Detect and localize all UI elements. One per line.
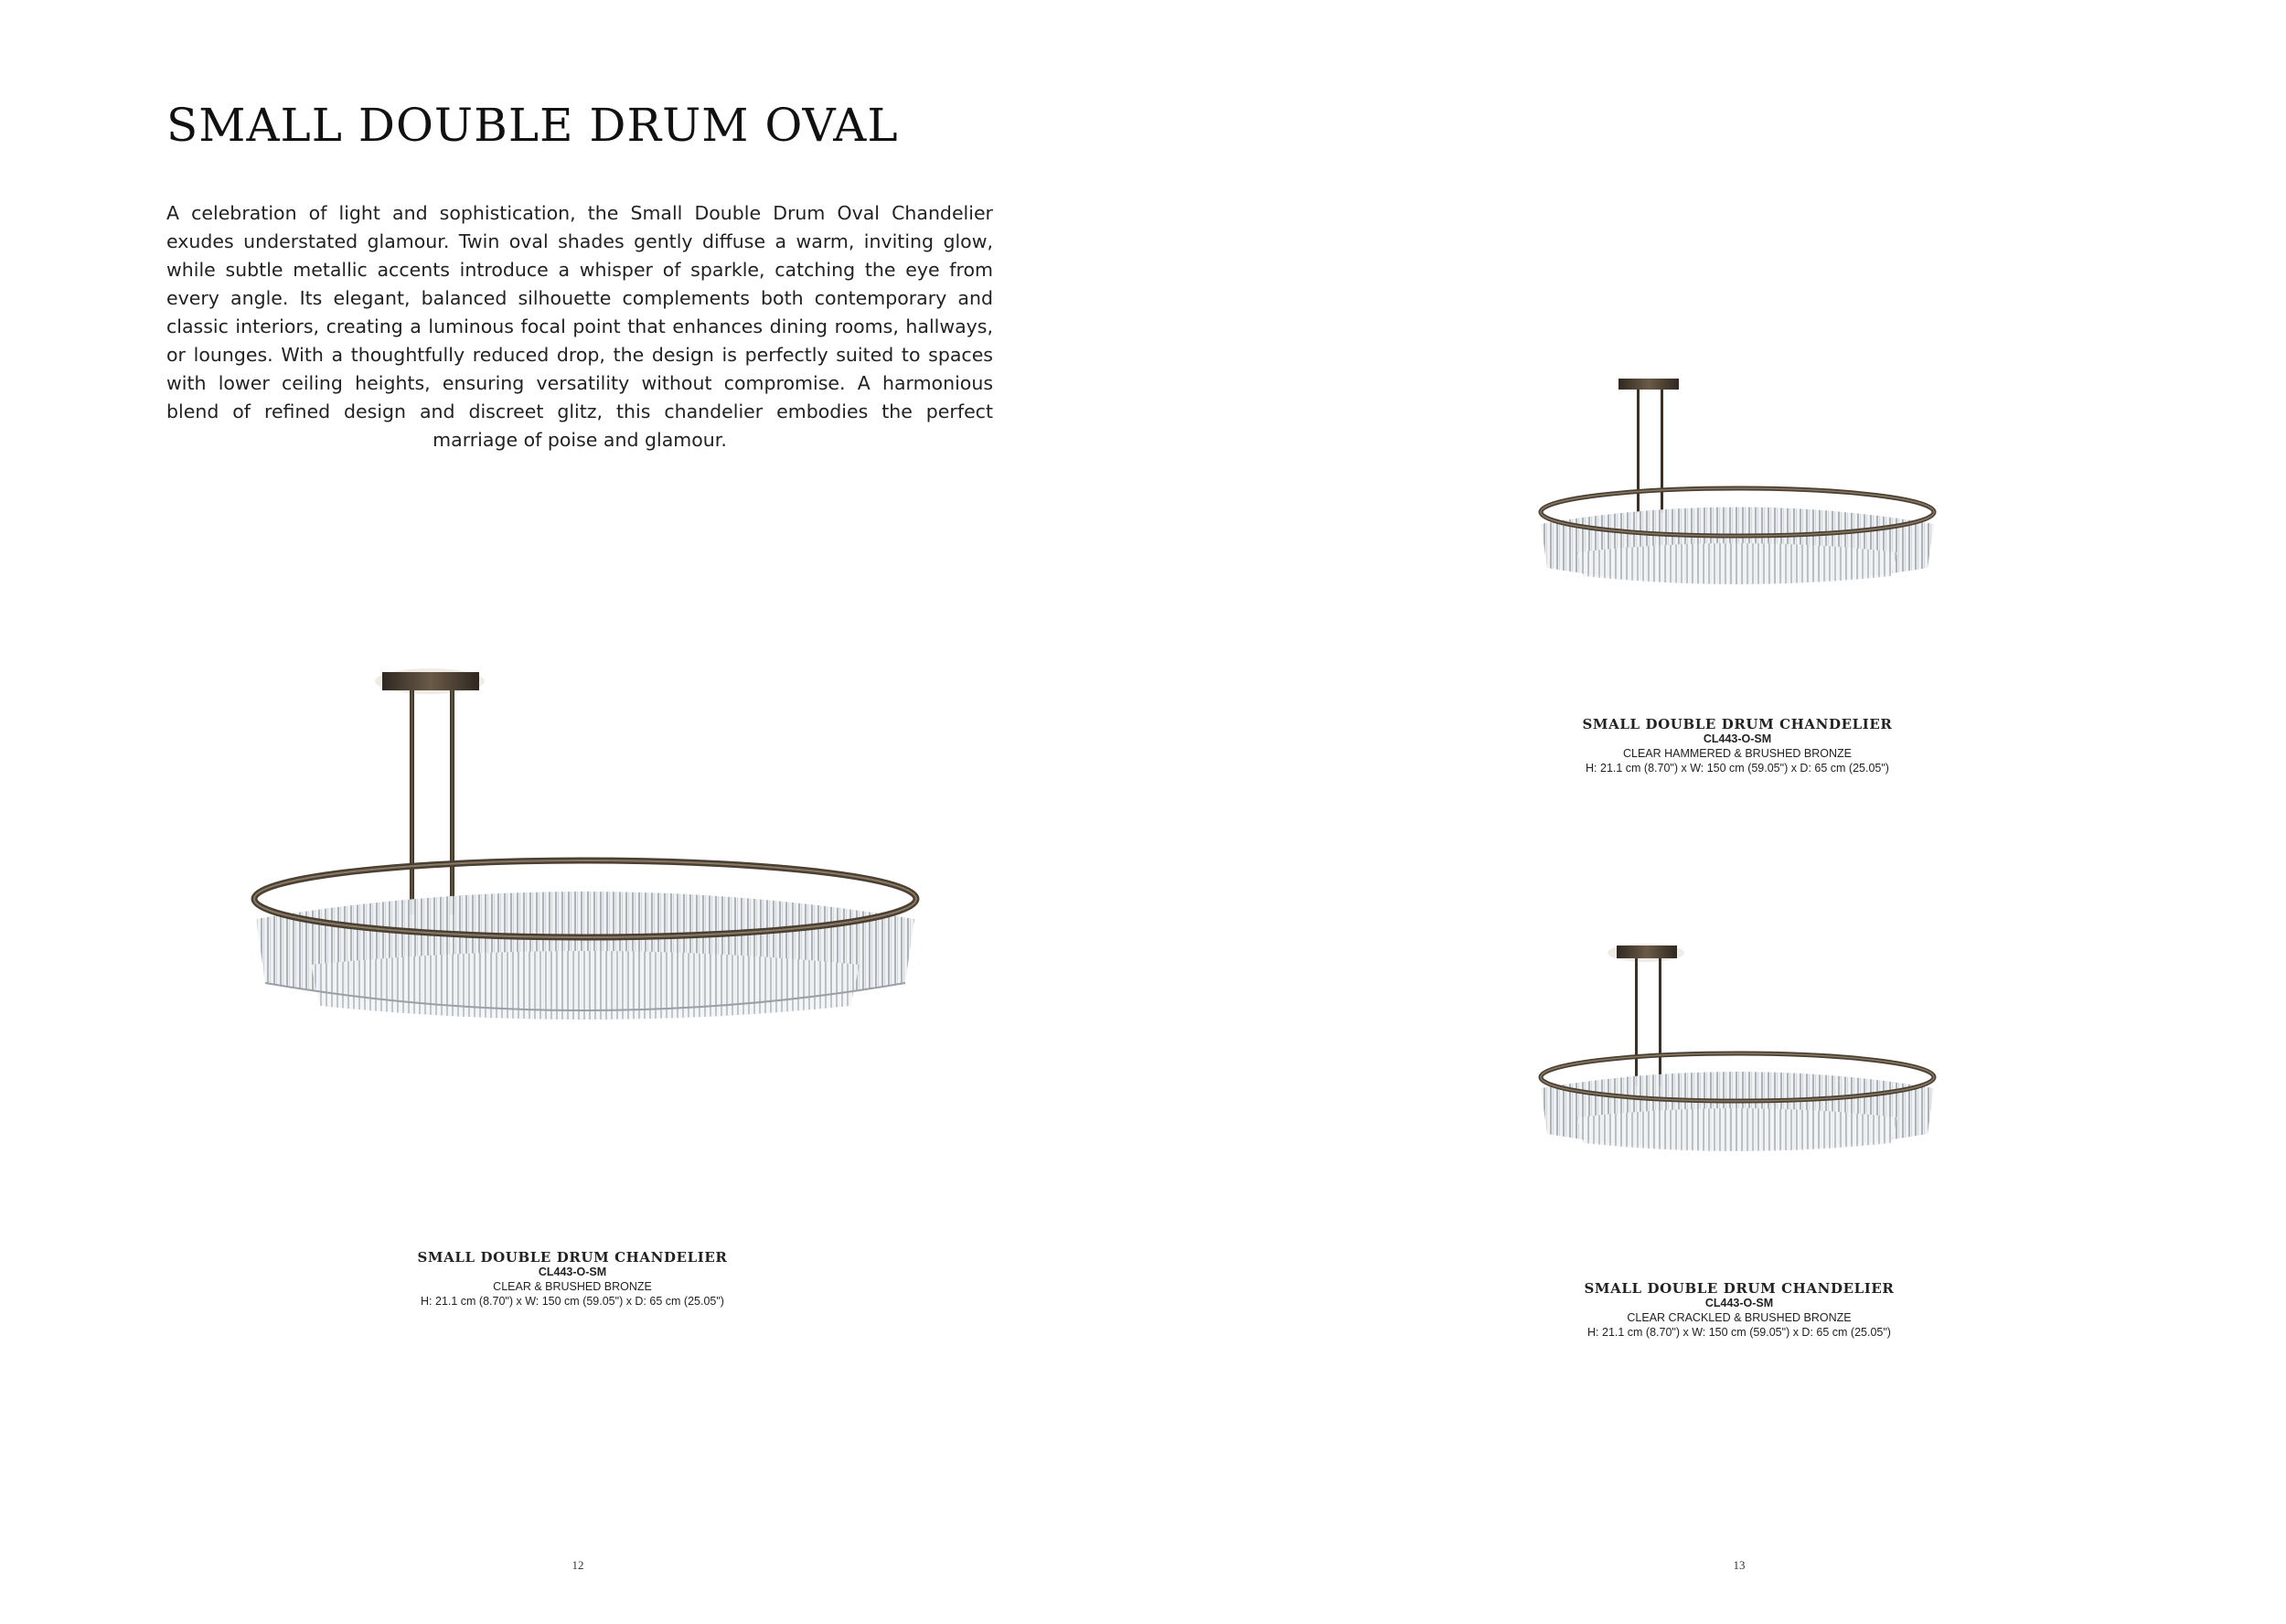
- product-code: CL443-O-SM: [538, 1266, 607, 1278]
- chandelier-image-crackled: [1536, 942, 1939, 1161]
- product-finish: CLEAR CRACKLED & BRUSHED BRONZE: [1627, 1311, 1852, 1324]
- product-code: CL443-O-SM: [1704, 1297, 1774, 1309]
- product-name: SMALL DOUBLE DRUM CHANDELIER: [1582, 716, 1893, 732]
- product-name: SMALL DOUBLE DRUM CHANDELIER: [417, 1249, 728, 1266]
- product-code: CL443-O-SM: [1703, 732, 1772, 745]
- product-dimensions: H: 21.1 cm (8.70") x W: 150 cm (59.05") x D: 65 cm (25.05"): [421, 1295, 724, 1308]
- product-caption-clear: [316, 1249, 828, 1309]
- right-page: [1143, 0, 2286, 1624]
- product-caption-hammered: [1481, 716, 1993, 775]
- product-finish: CLEAR HAMMERED & BRUSHED BRONZE: [1622, 747, 1853, 760]
- chandelier-image-hammered: [1536, 373, 1939, 593]
- product-dimensions: H: 21.1 cm (8.70") x W: 150 cm (59.05") x D: 65 cm (25.05"): [1586, 762, 1889, 775]
- page-number: 12: [572, 1558, 584, 1572]
- page-number: 13: [1733, 1558, 1746, 1572]
- page-title: SMALL DOUBLE DRUM OVAL: [166, 99, 899, 152]
- product-description: A celebration of light and sophistication, the Small Double Drum Oval Chandelier exudes understated glamour. Twin oval shades gently diffuse a warm, inviting glow, while subtle metallic accents introduce a whisper of sparkle, catching the eye from every angle. Its elegant, balanced silhouette complements both contemporary and classic interiors, creating a luminous focal point that enhances dining rooms, hallways, or lounges. With a thoughtfully reduced drop, the design is perfectly suited to spaces with lower ceiling heights, ensuring versatility without compromise. A harmonious blend of refined design and discreet glitz, this chandelier embodies the perfect marriage of poise and glamour.: [166, 202, 993, 451]
- product-dimensions: H: 21.1 cm (8.70") x W: 150 cm (59.05") x D: 65 cm (25.05"): [1587, 1326, 1891, 1339]
- chandelier-image-clear: [247, 663, 924, 1029]
- product-finish: CLEAR & BRUSHED BRONZE: [493, 1280, 652, 1293]
- product-name: SMALL DOUBLE DRUM CHANDELIER: [1584, 1280, 1895, 1297]
- product-caption-crackled: [1483, 1280, 1995, 1340]
